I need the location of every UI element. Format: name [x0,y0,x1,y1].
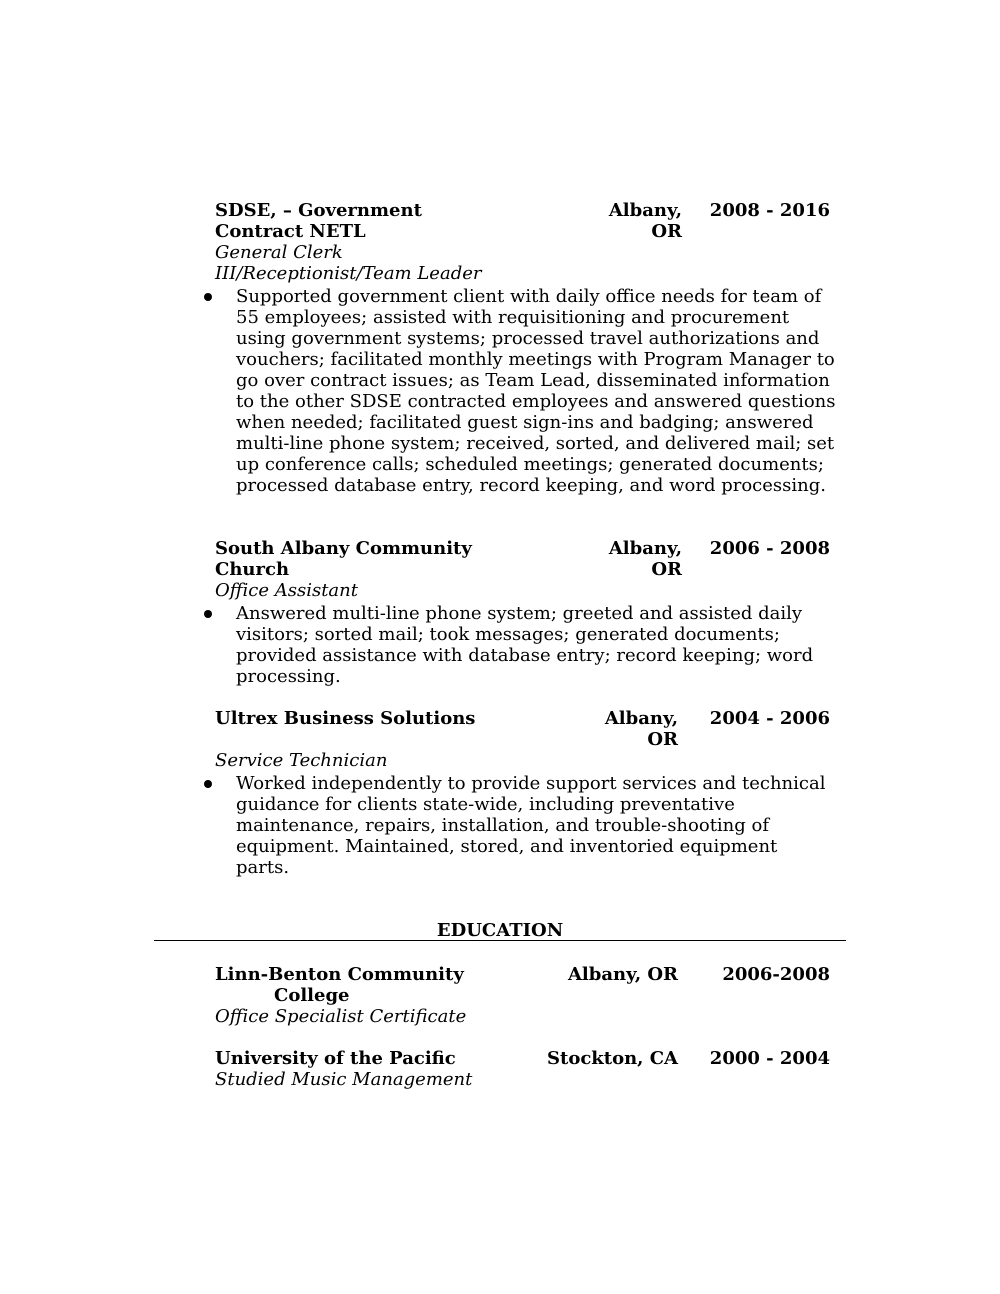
job-dates: 2004 - 2006 [709,708,830,729]
employer-name: South Albany Community [215,538,472,559]
job-title: Service Technician [215,750,388,771]
employer-name: Ultrex Business Solutions [215,708,476,729]
employer-name: SDSE, – Government [215,200,422,221]
job-title-cont: III/Receptionist/Team Leader [215,263,482,284]
school-credential: Office Specialist Certificate [215,1006,467,1027]
bullet-icon [204,293,212,301]
bullet-icon [204,610,212,618]
job-title: General Clerk [215,242,343,263]
job-location-cont: OR [651,559,682,580]
job-description: Answered multi-line phone system; greeted and assisted daily visitors; sorted mail; took messages; generated documents; provided assistance with database entry; record keeping; word processing. [236,603,814,687]
bullet-icon [204,780,212,788]
school-name-cont: College [274,985,350,1006]
job-location: Albany, [608,200,682,221]
employer-name-cont: Contract NETL [215,221,366,242]
job-location-cont: OR [651,221,682,242]
school-credential: Studied Music Management [215,1069,473,1090]
education-heading: EDUCATION [436,920,564,941]
school-name: University of the Pacific [215,1048,456,1069]
job-location: Albany, [608,538,682,559]
job-dates: 2008 - 2016 [709,200,830,221]
school-dates: 2000 - 2004 [709,1048,830,1069]
job-description: Supported government client with daily office needs for team of 55 employees; assisted with requisitioning and procurement using government systems; processed travel authorizations and vouchers; facilitated monthly meetings with Program Manager to go over contract issues; as Team Lead, disseminated information to the other SDSE contracted employees and answered questions when needed; facilitated guest sign-ins and badging; answered multi-line phone system; received, sorted, and delivered mail; set up conference calls; scheduled meetings; generated documents; processed database entry, record keeping, and word processing. [236,286,836,496]
job-location-cont: OR [647,729,678,750]
school-location: Stockton, CA [547,1048,678,1069]
job-dates: 2006 - 2008 [709,538,830,559]
employer-name-cont: Church [215,559,290,580]
school-location: Albany, OR [567,964,678,985]
school-dates: 2006-2008 [722,964,830,985]
job-location: Albany, [604,708,678,729]
job-description: Worked independently to provide support services and technical guidance for clients state-wide, including preventative maintenance, repairs, installation, and trouble-shooting of equipment. Maintained, stored, and inventoried equipment parts. [236,773,826,878]
section-divider [154,940,846,941]
job-title: Office Assistant [215,580,358,601]
school-name: Linn-Benton Community [215,964,464,985]
